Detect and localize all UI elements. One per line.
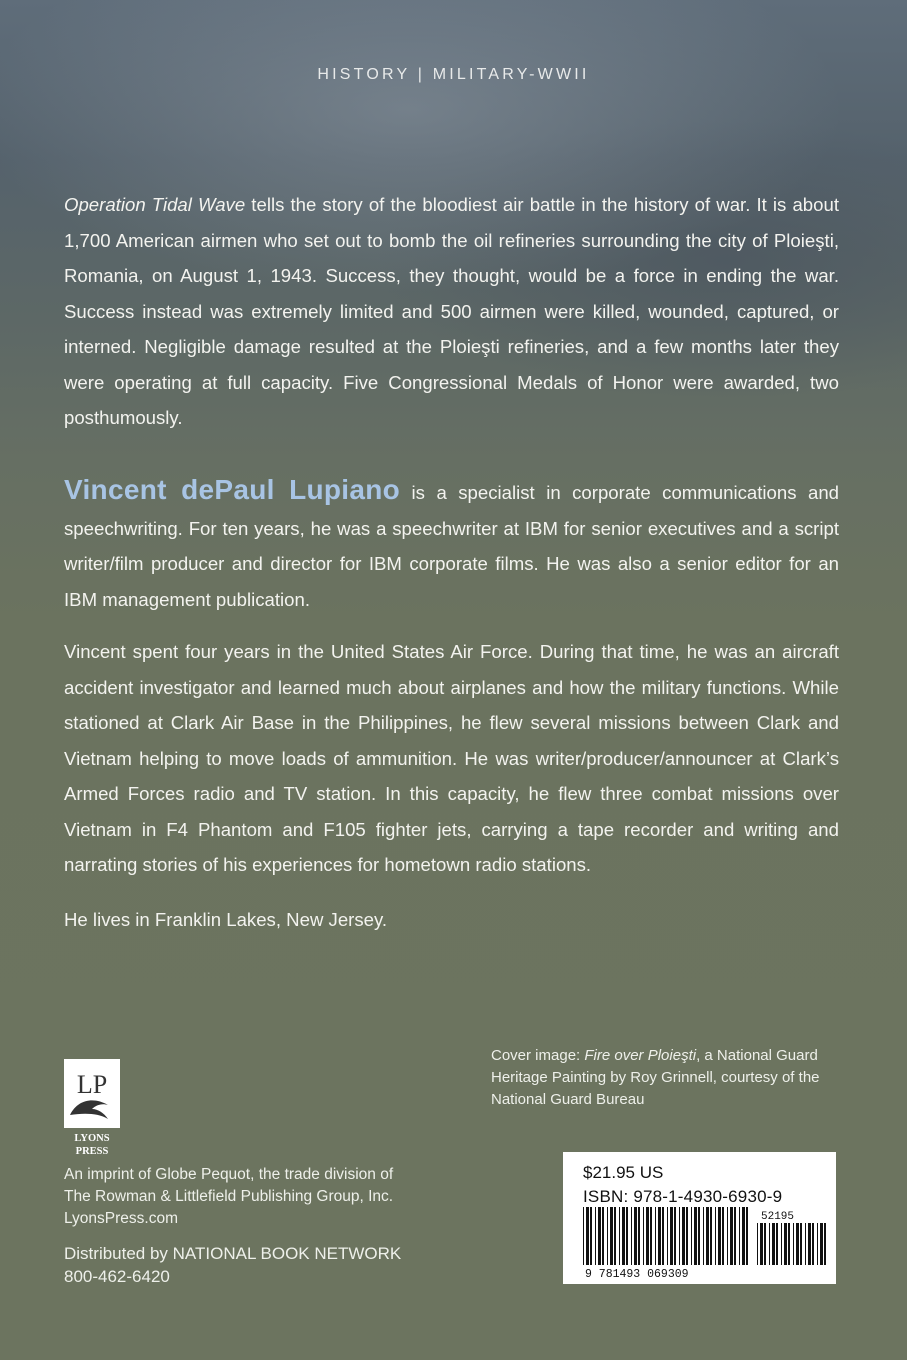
- barcode-bar: [784, 1223, 787, 1265]
- barcode-bar: [817, 1223, 818, 1265]
- lyons-press-logo: [64, 1059, 120, 1157]
- barcode-bar: [598, 1207, 601, 1265]
- price: $21.95 US: [583, 1163, 664, 1182]
- barcode-bar: [607, 1207, 608, 1265]
- barcode-bar: [643, 1207, 644, 1265]
- barcode-bar: [718, 1207, 721, 1265]
- author-name: Vincent dePaul Lupiano: [64, 474, 401, 505]
- distributor: Distributed by NATIONAL BOOK NETWORK: [64, 1244, 402, 1263]
- barcode-bar: [667, 1207, 668, 1265]
- barcode-icon: [579, 1207, 829, 1279]
- barcode-bar: [710, 1207, 712, 1265]
- barcode-bar: [805, 1223, 806, 1265]
- barcode-bar: [679, 1207, 680, 1265]
- barcode-bar: [757, 1223, 758, 1265]
- barcode-bar: [650, 1207, 652, 1265]
- barcode-bar: [674, 1207, 676, 1265]
- barcode-bar: [586, 1207, 589, 1265]
- barcode-bar: [682, 1207, 685, 1265]
- barcode-bar: [626, 1207, 628, 1265]
- barcode-bar: [638, 1207, 640, 1265]
- barcode-bar: [781, 1223, 782, 1265]
- barcode-bar: [662, 1207, 664, 1265]
- barcode-bar: [595, 1207, 596, 1265]
- book-title: Operation Tidal Wave: [64, 194, 246, 215]
- barcode-bar: [698, 1207, 700, 1265]
- imprint-line-1: An imprint of Globe Pequot, the trade division of: [64, 1166, 394, 1183]
- book-description: [64, 187, 839, 436]
- author-bio-2: Vincent spent four years in the United States Air Force. During that time, he was an aircraft accident investigator and learned much about airplanes and how the military functions. While stationed at Clark Air Base in the Philippines, he flew several missions between Clark and Vietnam helping to move loads of ammunition. He was writer/producer/announcer at Clark’s Armed Forces radio and TV station. In this capacity, he flew three combat missions over Vietnam in F4 Phantom and F105 fighter jets, carrying a tape recorder and writing and narrating stories of his experiences for hometown radio stations.: [64, 641, 839, 875]
- barcode-bar: [788, 1223, 790, 1265]
- barcode-bar: [808, 1223, 811, 1265]
- barcode-bar: [658, 1207, 661, 1265]
- isbn: ISBN: 978-1-4930-6930-9: [583, 1187, 783, 1206]
- author-residence: He lives in Franklin Lakes, New Jersey.: [64, 909, 388, 930]
- barcode-bar: [619, 1207, 620, 1265]
- svg-text:PRESS: PRESS: [75, 1146, 109, 1157]
- publisher-website[interactable]: LyonsPress.com: [64, 1210, 178, 1227]
- barcode-bar: [614, 1207, 616, 1265]
- barcode-bar: [583, 1207, 584, 1265]
- barcode-bar: [715, 1207, 716, 1265]
- cover-painting-title: Fire over Ploieşti: [584, 1047, 697, 1064]
- barcode-bar: [824, 1223, 826, 1265]
- addon-digits: 52195: [761, 1211, 795, 1223]
- barcode-bar: [602, 1207, 604, 1265]
- cover-credit-suffix: , a National Guard Heritage Painting by Roy Grinnell, courtesy of the National Guard Bureau: [491, 1047, 820, 1108]
- barcode-bar: [820, 1223, 823, 1265]
- barcode-bar: [686, 1207, 688, 1265]
- barcode-bar: [655, 1207, 656, 1265]
- barcode-bar: [746, 1207, 748, 1265]
- barcode-bar: [646, 1207, 649, 1265]
- imprint-block: [64, 1164, 484, 1230]
- barcode-bar: [610, 1207, 613, 1265]
- barcode-bar: [764, 1223, 766, 1265]
- svg-text:LYONS: LYONS: [74, 1133, 110, 1144]
- barcode-bar: [691, 1207, 692, 1265]
- barcode-bar: [772, 1223, 775, 1265]
- barcode-bar: [800, 1223, 802, 1265]
- genre-label: HISTORY | MILITARY-WWII: [317, 66, 590, 83]
- logo-initials: LP: [76, 1070, 108, 1099]
- barcode-bar: [776, 1223, 778, 1265]
- barcode-bar: [742, 1207, 745, 1265]
- description-text: tells the story of the bloodiest air battle in the history of war. It is about 1,700 American airmen who set out to bomb the oil refineries surrounding the city of Ploieşti, Romania, on August 1, 1943. Success, they thought, would be a force in ending the war. Success instead was extremely limited and 500 airmen were killed, wounded, captured, or interned. Negligible damage resulted at the Ploieşti refineries, and a few months later they were operating at full capacity. Five Congressional Medals of Honor were awarded, two posthumously.: [64, 194, 839, 428]
- cover-credit: [491, 1045, 841, 1111]
- barcode-bar: [796, 1223, 799, 1265]
- barcode-bar: [734, 1207, 736, 1265]
- barcode-bar: [622, 1207, 625, 1265]
- barcode-bar: [694, 1207, 697, 1265]
- barcode-bar: [769, 1223, 770, 1265]
- distribution-block: [64, 1242, 484, 1288]
- barcode-bar: [760, 1223, 763, 1265]
- barcode-bar: [634, 1207, 637, 1265]
- barcode-bar: [730, 1207, 733, 1265]
- barcode-bar: [631, 1207, 632, 1265]
- barcode-bar: [590, 1207, 592, 1265]
- author-bio-1: [64, 472, 839, 617]
- barcode-bar: [703, 1207, 704, 1265]
- cover-credit-prefix: Cover image:: [491, 1047, 585, 1064]
- barcode-bar: [706, 1207, 709, 1265]
- barcode-box: [563, 1152, 836, 1284]
- author-bio-1-text: is a specialist in corporate communications and speechwriting. For ten years, he was a speechwriter at IBM for senior executives and a script writer/film producer and director for IBM corporate films. He was also a senior editor for an IBM management publication.: [64, 482, 839, 610]
- barcode-bar: [670, 1207, 673, 1265]
- barcode-bar: [812, 1223, 814, 1265]
- ean-digits: 9 781493 069309: [585, 1268, 689, 1279]
- publisher-phone: 800-462-6420: [64, 1267, 170, 1286]
- barcode-bar: [722, 1207, 724, 1265]
- barcode-bar: [727, 1207, 728, 1265]
- barcode-bar: [793, 1223, 794, 1265]
- barcode-bar: [739, 1207, 740, 1265]
- imprint-line-2: The Rowman & Littlefield Publishing Group, Inc.: [64, 1188, 394, 1205]
